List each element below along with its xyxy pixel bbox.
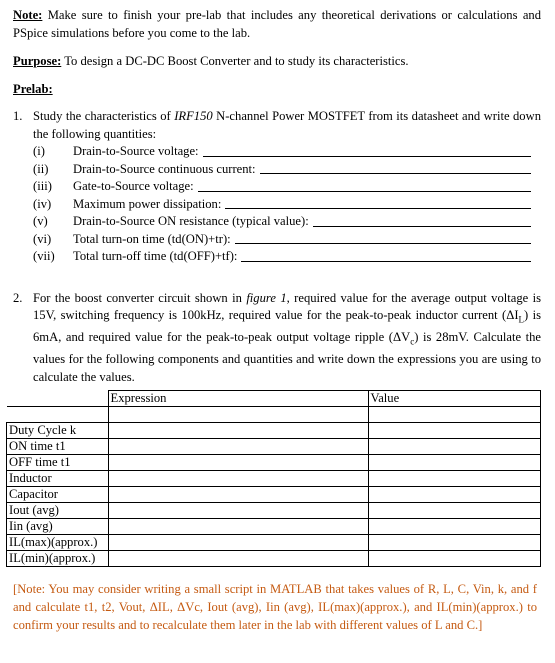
answer-blank[interactable] <box>235 242 531 244</box>
row-label: Iout (avg) <box>7 503 109 519</box>
value-cell[interactable] <box>368 471 541 487</box>
question-1-text: Study the characteristics of IRF150 N-channel Power MOSTFET from its datasheet and write down the following quantities: <box>33 109 541 141</box>
value-cell[interactable] <box>368 439 541 455</box>
expression-cell[interactable] <box>108 487 368 503</box>
value-cell[interactable] <box>368 519 541 535</box>
purpose-label: Purpose: <box>13 54 62 68</box>
table-row <box>7 423 541 439</box>
note-text: Make sure to finish your pre-lab that includes any theoretical derivations or calculations and PSpice simulations before you come to the lab. <box>13 8 541 40</box>
table-row <box>7 471 541 487</box>
expression-cell[interactable] <box>108 471 368 487</box>
table-row <box>7 487 541 503</box>
expression-cell[interactable] <box>108 519 368 535</box>
purpose-text: To design a DC-DC Boost Converter and to study its characteristics. <box>61 54 409 68</box>
matlab-note: [Note: You may consider writing a small script in MATLAB that takes values of R, L, C, Vin, k, and f and calculate t1, t2, Vout, ΔIL, ΔVc, Iout (avg), Iin (avg), IL(max)(approx.), and IL(min)(approx.) to confirm your results and to recalculate them later in the lab with different values of L and C.] <box>13 582 537 632</box>
quantity-row: (iv) Maximum power dissipation: <box>33 196 541 214</box>
question-2-text: For the boost converter circuit shown in figure 1, required value for the average output voltage is 15V, switching frequency is 100kHz, required value for the peak-to-peak inductor current $(\Delta I_L)$ is 6mA, and required value for the peak-to-peak output voltage ripple $(\Delta V_c)$ is 28mV. Calculate the values for the following components and quantities and write down the expressions you are using to calculate the values. <box>33 290 542 384</box>
quantity-row: (ii) Drain-to-Source continuous current: <box>33 161 541 179</box>
quantity-row: (vii) Total turn-off time (td(OFF)+tf): <box>33 248 541 266</box>
value-cell[interactable] <box>368 455 541 471</box>
calculation-table <box>6 390 541 567</box>
prelab-heading: Prelab: <box>13 82 53 96</box>
row-label: IL(min)(approx.) <box>7 551 109 567</box>
value-cell[interactable] <box>368 487 541 503</box>
document-page <box>13 6 541 386</box>
quantity-row: (vi) Total turn-on time (td(ON)+tr): <box>33 231 541 249</box>
row-label: ON time t1 <box>7 439 109 455</box>
question-2-number: 2. <box>13 290 23 305</box>
table-row <box>7 551 541 567</box>
table-row <box>7 535 541 551</box>
answer-blank[interactable] <box>198 190 531 192</box>
expression-cell[interactable] <box>108 551 368 567</box>
value-header: Value <box>368 391 541 407</box>
answer-blank[interactable] <box>260 172 531 174</box>
expression-cell[interactable] <box>108 455 368 471</box>
value-cell[interactable] <box>368 423 541 439</box>
row-label: Capacitor <box>7 487 109 503</box>
question-2 <box>13 290 541 387</box>
value-cell[interactable] <box>368 535 541 551</box>
purpose-paragraph <box>13 52 541 70</box>
note-label: Note: <box>13 8 43 22</box>
row-label: IL(max)(approx.) <box>7 535 109 551</box>
answer-blank[interactable] <box>225 207 531 209</box>
answer-blank[interactable] <box>241 260 531 262</box>
expression-cell[interactable] <box>108 423 368 439</box>
note-paragraph <box>13 6 541 42</box>
expression-cell[interactable] <box>108 535 368 551</box>
table-row <box>7 519 541 535</box>
question-1-number: 1. <box>13 109 23 123</box>
row-label: Iin (avg) <box>7 519 109 535</box>
quantity-row: (i) Drain-to-Source voltage: <box>33 143 541 161</box>
question-1 <box>13 108 541 143</box>
table-row <box>7 503 541 519</box>
value-cell[interactable] <box>368 551 541 567</box>
row-label: Duty Cycle k <box>7 423 109 439</box>
expression-cell[interactable] <box>108 503 368 519</box>
table-row <box>7 439 541 455</box>
expression-header: Expression <box>108 391 368 407</box>
row-label: Inductor <box>7 471 109 487</box>
quantity-row: (v) Drain-to-Source ON resistance (typical value): <box>33 213 541 231</box>
table-header-row <box>7 391 541 407</box>
row-label: OFF time t1 <box>7 455 109 471</box>
quantity-row: (iii) Gate-to-Source voltage: <box>33 178 541 196</box>
table-row <box>7 455 541 471</box>
answer-blank[interactable] <box>203 155 531 157</box>
value-cell[interactable] <box>368 503 541 519</box>
expression-cell[interactable] <box>108 439 368 455</box>
answer-blank[interactable] <box>313 225 531 227</box>
